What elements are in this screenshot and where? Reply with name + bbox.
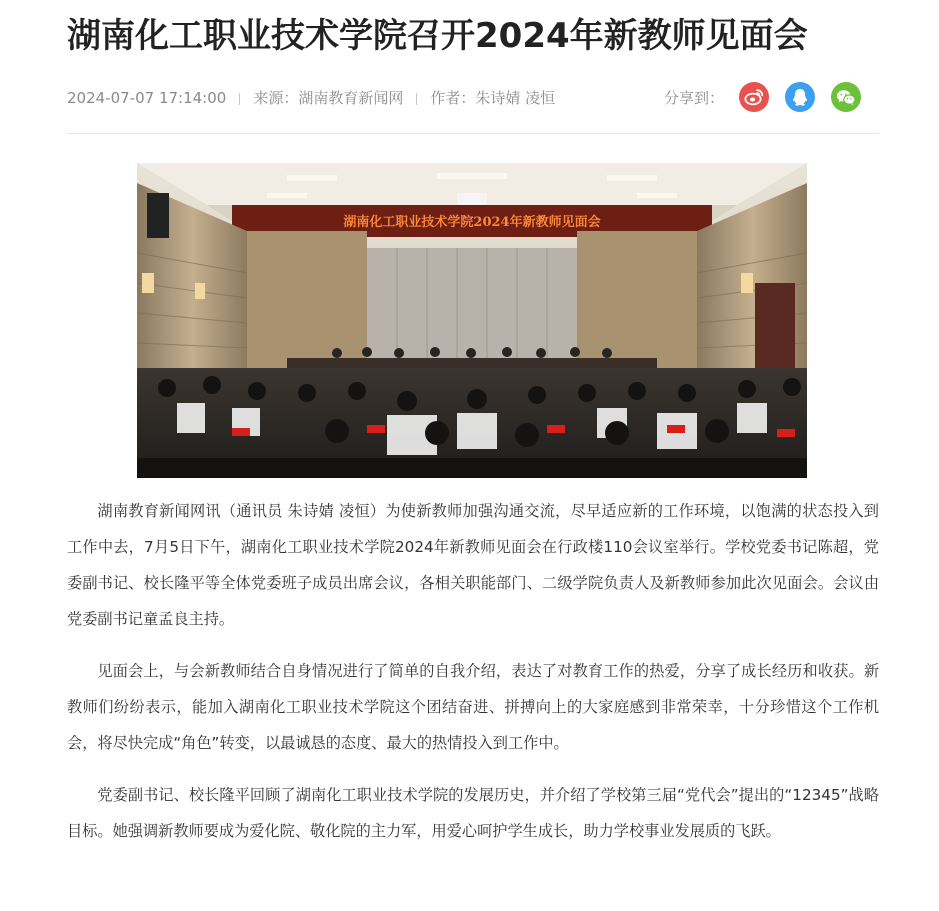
banner-text: 湖南化工职业技术学院2024年新教师见面会 [343, 215, 601, 230]
share-weibo-button[interactable] [739, 82, 769, 112]
wechat-icon [836, 89, 856, 106]
meta-separator [416, 93, 417, 105]
qq-icon [792, 88, 808, 107]
article-meta [67, 82, 879, 112]
weibo-icon [744, 88, 764, 106]
meeting-photo-illustration [137, 163, 807, 478]
article-title: 湖南化工职业技术学院召开2024年新教师见面会 [67, 16, 808, 56]
article-paragraph: 湖南教育新闻网讯（通讯员 朱诗婧 凌恒）为使新教师加强沟通交流，尽早适应新的工作环境，以饱满的状态投入到工作中去，7月5日下午，湖南化工职业技术学院2024年新教师见面会在行政楼110会议室举行。学校党委书记陈超，党委副书记、校长隆平等全体党委班子成员出席会议，各相关职能部门、二级学院负责人及新教师参加此次见面会。会议由党委副书记童孟良主持。 [67, 502, 879, 628]
meeting-photo [137, 163, 807, 478]
article-body [67, 493, 879, 865]
share-wechat-button[interactable] [831, 82, 861, 112]
meta-info [67, 87, 555, 108]
article-paragraph: 党委副书记、校长隆平回顾了湖南化工职业技术学院的发展历史，并介绍了学校第三届“党代会”提出的“12345”战略目标。她强调新教师要成为爱化院、敬化院的主力军，用爱心呵护学生成长，助力学校事业发展质的飞跃。 [67, 786, 879, 840]
meta-separator [239, 93, 240, 105]
share-bar [664, 82, 861, 112]
header-divider [67, 133, 879, 134]
publish-date: 2024-07-07 17:14:00 [67, 89, 227, 107]
article-paragraph: 见面会上，与会新教师结合自身情况进行了简单的自我介绍，表达了对教育工作的热爱，分享了成长经历和收获。新教师们纷纷表示，能加入湖南化工职业技术学院这个团结奋进、拼搏向上的大家庭感到非常荣幸，十分珍惜这个工作机会，将尽快完成“角色”转变，以最诚恳的态度、最大的热情投入到工作中。 [67, 662, 879, 752]
article-author: 作者：朱诗婧 凌恒 [430, 89, 556, 107]
share-label: 分享到： [663, 88, 724, 107]
article-source: 来源：湖南教育新闻网 [253, 89, 404, 107]
share-qq-button[interactable] [785, 82, 815, 112]
